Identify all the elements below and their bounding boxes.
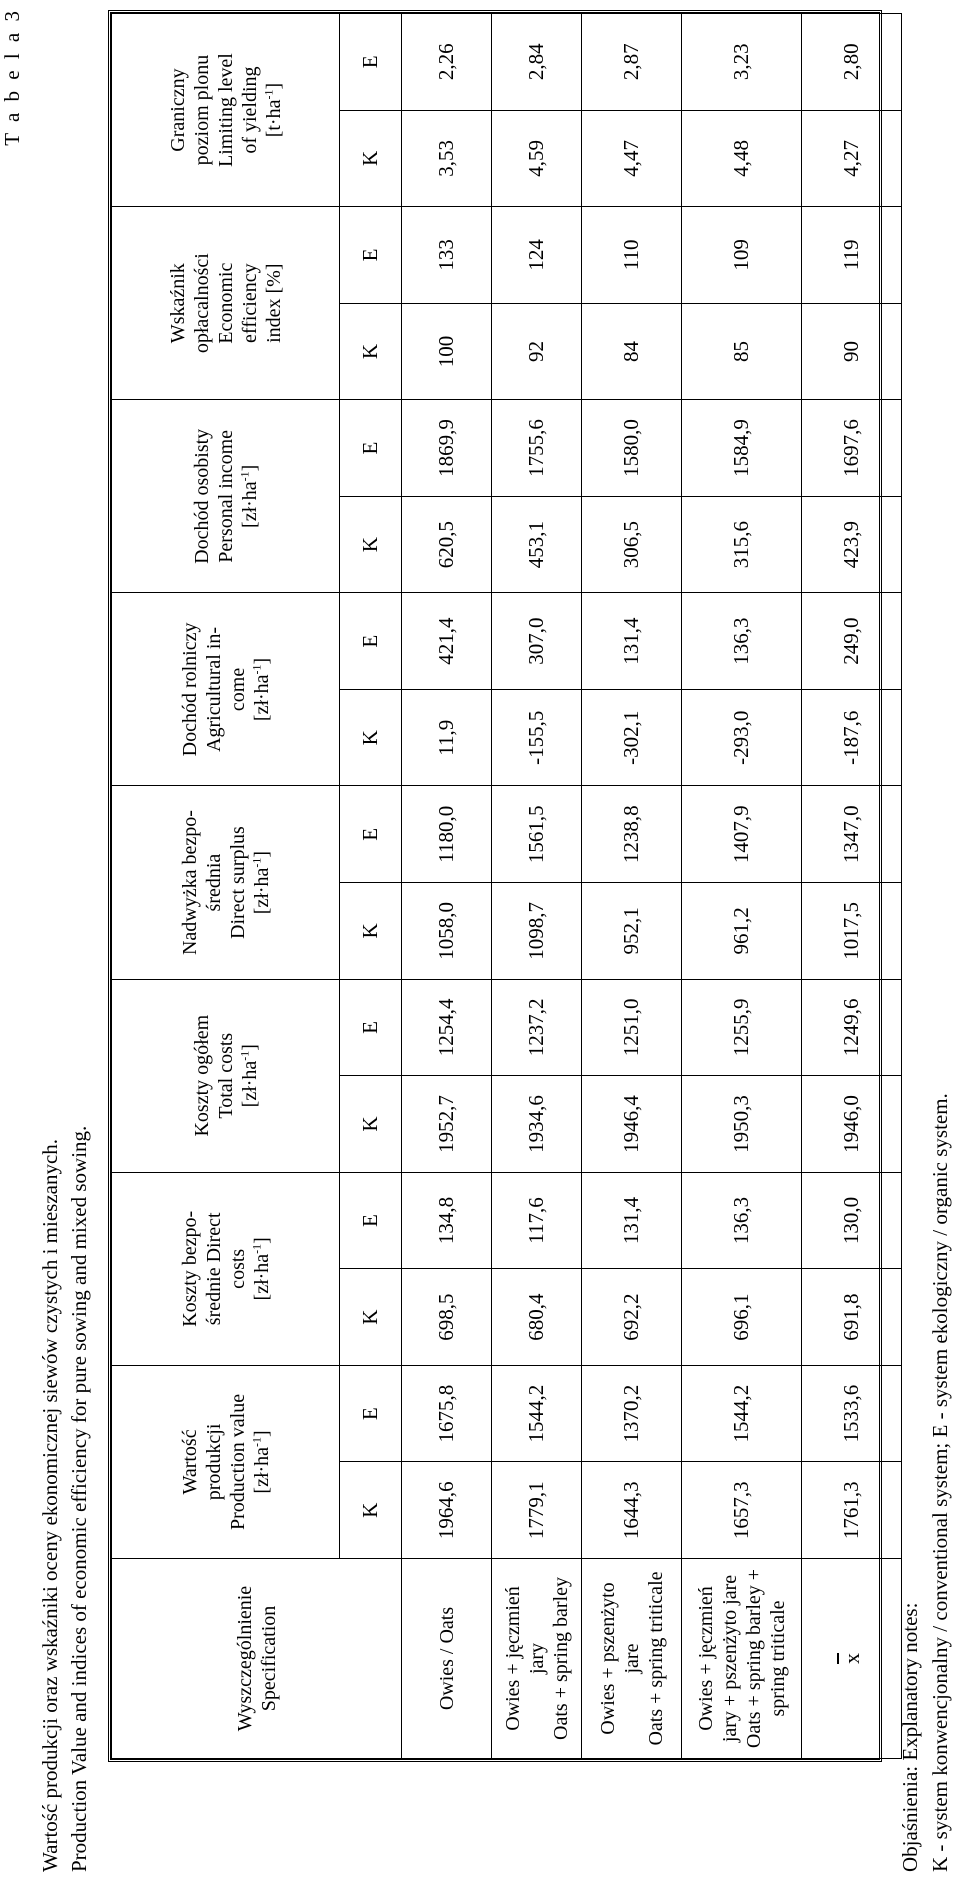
value-cell: 1934,6 xyxy=(492,1076,582,1173)
header-line xyxy=(190,403,214,589)
value-cell: 4,47 xyxy=(582,110,682,207)
value-cell: 1952,7 xyxy=(402,1076,492,1173)
value-cell: 952,1 xyxy=(582,883,682,980)
value-cell: 1017,5 xyxy=(802,883,902,980)
header-text: produkcji xyxy=(202,1423,225,1501)
value-cell: 692,2 xyxy=(582,1269,682,1366)
value-cell: 1544,2 xyxy=(492,1365,582,1462)
row-spec-line: Oats + spring barley + xyxy=(742,1568,765,1749)
header-text: costs xyxy=(226,1248,249,1289)
table-number-label: T a b e l a 3 xyxy=(0,8,24,146)
value-cell: 1561,5 xyxy=(492,786,582,883)
subheader-cell: K xyxy=(340,110,402,207)
header-text: Wskaźnik xyxy=(166,263,189,344)
unit-bracket: ] xyxy=(250,657,273,665)
header-text: [zł·ha xyxy=(250,674,273,722)
header-text: [zł·ha xyxy=(238,481,261,528)
value-cell: 4,27 xyxy=(802,110,902,207)
header-line xyxy=(250,596,274,782)
notes-title: Objaśnienia: Explanatory notes: xyxy=(898,1602,922,1872)
value-cell: 11,9 xyxy=(402,689,492,786)
row-spec xyxy=(402,1559,492,1759)
spec-header-pl: Wyszczególnienie xyxy=(233,1585,256,1732)
value-cell: 130,0 xyxy=(802,1172,902,1269)
header-line xyxy=(226,1176,250,1362)
economic-efficiency-table xyxy=(111,13,902,1759)
value-cell: 1946,4 xyxy=(582,1076,682,1173)
value-cell: -302,1 xyxy=(582,689,682,786)
value-cell: 423,9 xyxy=(802,496,902,593)
header-text: efficiency xyxy=(238,263,261,343)
subheader-cell: K xyxy=(340,1076,402,1173)
subheader-cell: E xyxy=(340,400,402,497)
header-line xyxy=(190,210,214,396)
header-text: [zł·ha xyxy=(238,1060,261,1108)
header-text: Koszty ogółem xyxy=(190,1014,213,1137)
header-line xyxy=(214,983,238,1169)
value-cell: 84 xyxy=(582,303,682,400)
header-line xyxy=(202,790,226,976)
header-line xyxy=(238,403,262,589)
row-spec-line: $\overline{x}$ xyxy=(838,1653,864,1664)
header-direct-costs xyxy=(112,1172,340,1365)
header-line xyxy=(214,17,238,203)
table-row xyxy=(582,14,682,1759)
value-cell: 680,4 xyxy=(492,1269,582,1366)
unit-bracket: ] xyxy=(262,82,285,90)
value-cell: 453,1 xyxy=(492,496,582,593)
value-cell: 1407,9 xyxy=(682,786,802,883)
row-spec xyxy=(582,1559,682,1759)
table-row xyxy=(492,14,582,1759)
subheader-cell: E xyxy=(340,593,402,690)
subheader-cell: K xyxy=(340,303,402,400)
header-line xyxy=(214,210,238,396)
row-spec xyxy=(682,1559,802,1759)
header-line xyxy=(190,983,214,1169)
value-cell: 1580,0 xyxy=(582,400,682,497)
row-spec-line: jare xyxy=(620,1643,643,1674)
row-spec-line: Owies + jęczmień xyxy=(694,1586,717,1731)
value-cell: 1779,1 xyxy=(492,1462,582,1559)
value-cell: 1761,3 xyxy=(802,1462,902,1559)
value-cell: 1251,0 xyxy=(582,979,682,1076)
header-line xyxy=(202,1369,226,1555)
header-text: [zł·ha xyxy=(250,867,273,915)
row-spec xyxy=(492,1559,582,1759)
value-cell: 1657,3 xyxy=(682,1462,802,1559)
subheader-cell: K xyxy=(340,883,402,980)
header-line xyxy=(226,790,250,976)
value-cell: 1533,6 xyxy=(802,1365,902,1462)
unit-bracket: ] xyxy=(250,850,273,858)
spec-header-en: Specification xyxy=(257,1605,280,1712)
header-line xyxy=(250,790,274,976)
unit-exponent: -1 xyxy=(260,89,275,100)
table-body xyxy=(402,14,902,1759)
header-text: [zł·ha xyxy=(250,1253,273,1301)
header-text: Dochód osobisty xyxy=(190,428,213,564)
value-cell: 134,8 xyxy=(402,1172,492,1269)
value-cell: 1249,6 xyxy=(802,979,902,1076)
header-line xyxy=(178,596,202,782)
header-line xyxy=(226,596,250,782)
value-cell: 131,4 xyxy=(582,593,682,690)
value-cell: 307,0 xyxy=(492,593,582,690)
value-cell: 1237,2 xyxy=(492,979,582,1076)
header-text: Nadwyżka bezpo- xyxy=(178,810,201,956)
value-cell: 1544,2 xyxy=(682,1365,802,1462)
value-cell: 1950,3 xyxy=(682,1076,802,1173)
value-cell: 3,53 xyxy=(402,110,492,207)
table-row xyxy=(802,14,902,1759)
header-line xyxy=(178,790,202,976)
header-text: [zł·ha xyxy=(250,1446,273,1494)
row-spec xyxy=(802,1559,902,1759)
row-spec-line: jary + pszenżyto jare xyxy=(718,1574,741,1743)
value-cell: 4,59 xyxy=(492,110,582,207)
header-total-costs xyxy=(112,979,340,1172)
value-cell: 691,8 xyxy=(802,1269,902,1366)
unit-exponent: -1 xyxy=(248,857,263,868)
header-line xyxy=(202,596,226,782)
header-text: Agricultural in- xyxy=(202,626,225,752)
header-line xyxy=(178,1176,202,1362)
header-line xyxy=(166,210,190,396)
subheader-cell: E xyxy=(340,1365,402,1462)
header-line xyxy=(190,17,214,203)
header-text: Production value xyxy=(226,1393,249,1530)
value-cell: 85 xyxy=(682,303,802,400)
value-cell: 3,23 xyxy=(682,14,802,111)
header-line xyxy=(250,1369,274,1555)
subheader-cell: E xyxy=(340,207,402,304)
value-cell: -187,6 xyxy=(802,689,902,786)
header-line xyxy=(262,210,286,396)
value-cell: 249,0 xyxy=(802,593,902,690)
unit-exponent: -1 xyxy=(248,1436,263,1447)
value-cell: 306,5 xyxy=(582,496,682,593)
header-text: Total costs xyxy=(214,1032,237,1119)
header-text: Dochód rolniczy xyxy=(178,622,201,757)
header-text: poziom plonu xyxy=(190,54,213,166)
header-text: [t·ha xyxy=(262,99,285,138)
value-cell: 124 xyxy=(492,207,582,304)
subheader-cell: K xyxy=(340,496,402,593)
unit-exponent: -1 xyxy=(236,1050,251,1061)
row-spec-line: Owies + jęczmień xyxy=(501,1586,524,1731)
subheader-cell: E xyxy=(340,979,402,1076)
value-cell: -155,5 xyxy=(492,689,582,786)
header-text: Personal income xyxy=(214,429,237,563)
header-line xyxy=(226,1369,250,1555)
subheader-cell: K xyxy=(340,1462,402,1559)
value-cell: 961,2 xyxy=(682,883,802,980)
row-spec-line: Oats + spring triticale xyxy=(644,1571,667,1746)
value-cell: 90 xyxy=(802,303,902,400)
subheader-cell: E xyxy=(340,14,402,111)
value-cell: 1180,0 xyxy=(402,786,492,883)
value-cell: 1238,8 xyxy=(582,786,682,883)
header-line xyxy=(238,210,262,396)
unit-exponent: -1 xyxy=(248,1243,263,1254)
header-text: index [%] xyxy=(262,263,285,343)
header-text: średnia xyxy=(202,853,225,912)
value-cell: 1255,9 xyxy=(682,979,802,1076)
spec-header xyxy=(112,1559,402,1759)
header-text: Wartość xyxy=(178,1429,201,1495)
header-text: Limiting level xyxy=(214,53,237,167)
header-line xyxy=(166,17,190,203)
subheader-row xyxy=(340,14,402,1759)
row-spec-line: Owies + pszenżyto xyxy=(596,1582,619,1735)
header-text: Direct surplus xyxy=(226,826,249,939)
value-cell: 1347,0 xyxy=(802,786,902,883)
unit-bracket: ] xyxy=(238,464,261,472)
value-cell: 92 xyxy=(492,303,582,400)
value-cell: 2,87 xyxy=(582,14,682,111)
value-cell: 1697,6 xyxy=(802,400,902,497)
header-text: Economic xyxy=(214,262,237,344)
unit-exponent: -1 xyxy=(236,471,251,482)
value-cell: 696,1 xyxy=(682,1269,802,1366)
unit-bracket: ] xyxy=(238,1044,261,1051)
value-cell: 1584,9 xyxy=(682,400,802,497)
value-cell: 1058,0 xyxy=(402,883,492,980)
value-cell: 1755,6 xyxy=(492,400,582,497)
value-cell: -293,0 xyxy=(682,689,802,786)
value-cell: 1370,2 xyxy=(582,1365,682,1462)
header-line xyxy=(262,17,286,203)
value-cell: 1869,9 xyxy=(402,400,492,497)
value-cell: 1098,7 xyxy=(492,883,582,980)
value-cell: 131,4 xyxy=(582,1172,682,1269)
header-efficiency-index xyxy=(112,207,340,400)
value-cell: 2,80 xyxy=(802,14,902,111)
value-cell: 100 xyxy=(402,303,492,400)
value-cell: 117,6 xyxy=(492,1172,582,1269)
row-spec-line: spring triticale xyxy=(766,1600,789,1717)
header-text: średnie Direct xyxy=(202,1212,225,1326)
value-cell: 698,5 xyxy=(402,1269,492,1366)
value-cell: 110 xyxy=(582,207,682,304)
caption-english: Production Value and indices of economic efficiency for pure sowing and mixed sowing. xyxy=(67,1125,91,1872)
unit-bracket: ] xyxy=(250,1237,273,1244)
header-text: opłacalności xyxy=(190,253,213,354)
header-limiting-yield xyxy=(112,14,340,207)
subheader-cell: E xyxy=(340,786,402,883)
table-row xyxy=(682,14,802,1759)
value-cell: 1964,6 xyxy=(402,1462,492,1559)
header-line xyxy=(202,1176,226,1362)
value-cell: 1644,3 xyxy=(582,1462,682,1559)
value-cell: 109 xyxy=(682,207,802,304)
header-text: Graniczny xyxy=(166,68,189,152)
subheader-cell: K xyxy=(340,689,402,786)
header-text: of yielding xyxy=(238,66,261,154)
header-line xyxy=(238,17,262,203)
value-cell: 2,84 xyxy=(492,14,582,111)
value-cell: 421,4 xyxy=(402,593,492,690)
value-cell: 4,48 xyxy=(682,110,802,207)
unit-exponent: -1 xyxy=(248,664,263,675)
unit-bracket: ] xyxy=(250,1430,273,1437)
subheader-cell: E xyxy=(340,1172,402,1269)
value-cell: 620,5 xyxy=(402,496,492,593)
row-spec-line: Oats + spring barley xyxy=(549,1577,572,1740)
value-cell: 119 xyxy=(802,207,902,304)
value-cell: 1254,4 xyxy=(402,979,492,1076)
header-line xyxy=(178,1369,202,1555)
table-frame xyxy=(108,10,882,1762)
value-cell: 1946,0 xyxy=(802,1076,902,1173)
header-text: come xyxy=(226,667,249,712)
value-cell: 136,3 xyxy=(682,1172,802,1269)
table-row xyxy=(402,14,492,1759)
table-caption xyxy=(36,1126,94,1872)
explanatory-notes xyxy=(895,1093,955,1872)
notes-line: K - system konwencjonalny / conventional system; E - system ekologiczny / organic system. xyxy=(928,1093,952,1872)
caption-polish: Wartość produkcji oraz wskaźniki oceny ekonomicznej siewów czystych i mieszanych. xyxy=(38,1138,62,1872)
value-cell: 315,6 xyxy=(682,496,802,593)
value-cell: 136,3 xyxy=(682,593,802,690)
header-line xyxy=(250,1176,274,1362)
header-agricultural-income xyxy=(112,593,340,786)
value-cell: 1675,8 xyxy=(402,1365,492,1462)
header-direct-surplus xyxy=(112,786,340,979)
row-spec-line: Owies / Oats xyxy=(435,1606,458,1711)
row-spec-line: jary xyxy=(525,1642,548,1675)
value-cell: 133 xyxy=(402,207,492,304)
header-personal-income xyxy=(112,400,340,593)
header-line xyxy=(214,403,238,589)
header-line xyxy=(238,983,262,1169)
value-cell: 2,26 xyxy=(402,14,492,111)
header-text: Koszty bezpo- xyxy=(178,1210,201,1327)
header-production-value xyxy=(112,1365,340,1558)
subheader-cell: K xyxy=(340,1269,402,1366)
